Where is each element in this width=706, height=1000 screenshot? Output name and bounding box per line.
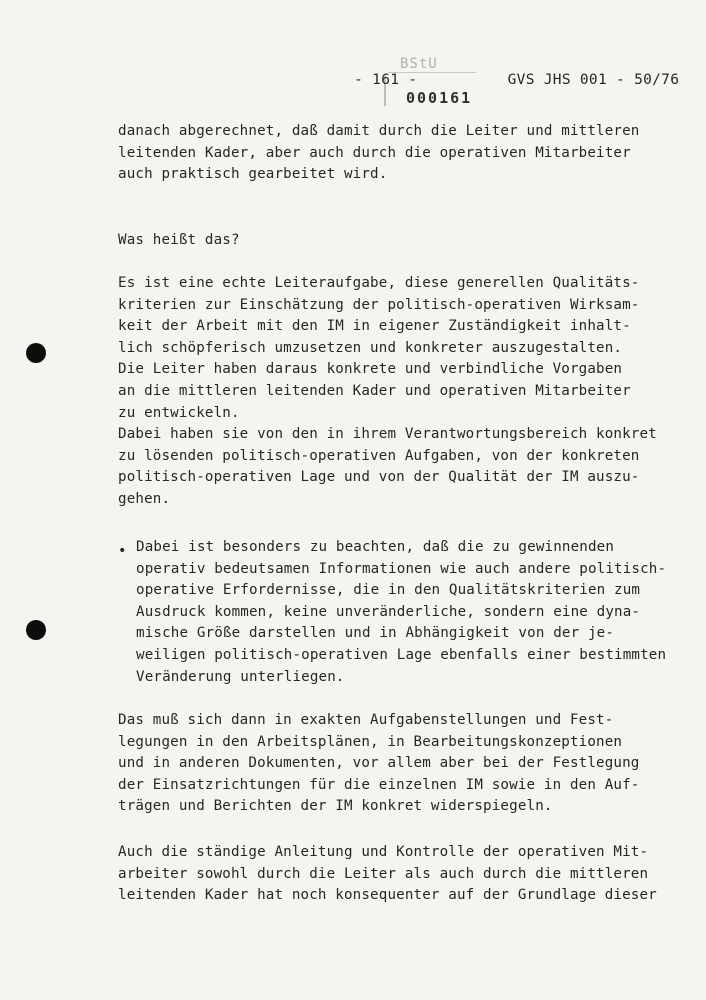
text-line: danach abgerechnet, daß damit durch die Leiter und mittleren bbox=[118, 123, 640, 139]
text-line: zu entwickeln. bbox=[118, 404, 240, 421]
question-heading bbox=[118, 230, 678, 252]
punch-hole-bottom bbox=[26, 620, 46, 640]
text-line: leitenden Kader, aber auch durch die operativen Mitarbeiter bbox=[118, 144, 631, 161]
paragraph-3 bbox=[118, 273, 678, 511]
text-line: Was heißt das? bbox=[118, 232, 240, 248]
archive-page-number: 000161 bbox=[406, 89, 473, 107]
text-line: an die mittleren leitenden Kader und operativen Mitarbeiter bbox=[118, 382, 631, 399]
text-line: Auch die ständige Anleitung und Kontrolle der operativen Mit- bbox=[118, 844, 649, 860]
text-line: auch praktisch gearbeitet wird. bbox=[118, 166, 388, 183]
archive-stamp: BStU bbox=[400, 56, 438, 72]
text-line: leitenden Kader hat noch konsequenter auf der Grundlage dieser bbox=[118, 887, 657, 904]
text-line: zu lösenden politisch-operativen Aufgaben, von der konkreten bbox=[118, 447, 640, 464]
text-line: trägen und Berichten der IM konkret widerspiegeln. bbox=[118, 798, 553, 815]
punch-hole-top bbox=[26, 343, 46, 363]
document-reference: GVS JHS 001 - 50/76 bbox=[507, 72, 680, 88]
text-line: operative Erfordernisse, die in den Qualitätskriterien zum bbox=[136, 582, 641, 599]
text-line: Die Leiter haben daraus konkrete und verbindliche Vorgaben bbox=[118, 361, 623, 378]
text-line: Veränderung unterliegen. bbox=[136, 668, 345, 685]
text-line: lich schöpferisch umzusetzen und konkreter auszugestalten. bbox=[118, 339, 623, 356]
bullet-marker: • bbox=[118, 543, 127, 559]
text-line: mische Größe darstellen und in Abhängigkeit von der je- bbox=[136, 625, 615, 642]
page-reference: - 161 - bbox=[354, 72, 418, 88]
text-line: Es ist eine echte Leiteraufgabe, diese generellen Qualitäts- bbox=[118, 275, 640, 291]
text-line: operativ bedeutsamen Informationen wie auch andere politisch- bbox=[136, 560, 667, 577]
text-line: Dabei ist besonders zu beachten, daß die zu gewinnenden bbox=[136, 539, 615, 555]
paragraph-6 bbox=[118, 842, 678, 907]
text-line: Dabei haben sie von den in ihrem Verantwortungsbereich konkret bbox=[118, 426, 657, 443]
text-line: arbeiter sowohl durch die Leiter als auch durch die mittleren bbox=[118, 865, 649, 882]
text-line: weiligen politisch-operativen Lage ebenfalls einer bestimmten bbox=[136, 646, 667, 663]
paragraph-bullet bbox=[136, 537, 684, 688]
text-line: Das muß sich dann in exakten Aufgabenstellungen und Fest- bbox=[118, 712, 614, 728]
text-line: Ausdruck kommen, keine unveränderliche, sondern eine dyna- bbox=[136, 603, 641, 620]
text-line: kriterien zur Einschätzung der politisch-operativen Wirksam- bbox=[118, 296, 640, 313]
text-line: politisch-operativen Lage und von der Qualität der IM auszu- bbox=[118, 469, 640, 486]
text-line: gehen. bbox=[118, 490, 171, 507]
page-header bbox=[318, 56, 680, 104]
text-line: legungen in den Arbeitsplänen, in Bearbeitungskonzeptionen bbox=[118, 733, 623, 750]
paragraph-5 bbox=[118, 710, 678, 818]
text-line: der Einsatzrichtungen für die einzelnen IM sowie in den Auf- bbox=[118, 776, 640, 793]
paragraph-1 bbox=[118, 121, 678, 186]
text-line: keit der Arbeit mit den IM in eigener Zuständigkeit inhalt- bbox=[118, 318, 631, 335]
text-line: und in anderen Dokumenten, vor allem aber bei der Festlegung bbox=[118, 755, 640, 772]
